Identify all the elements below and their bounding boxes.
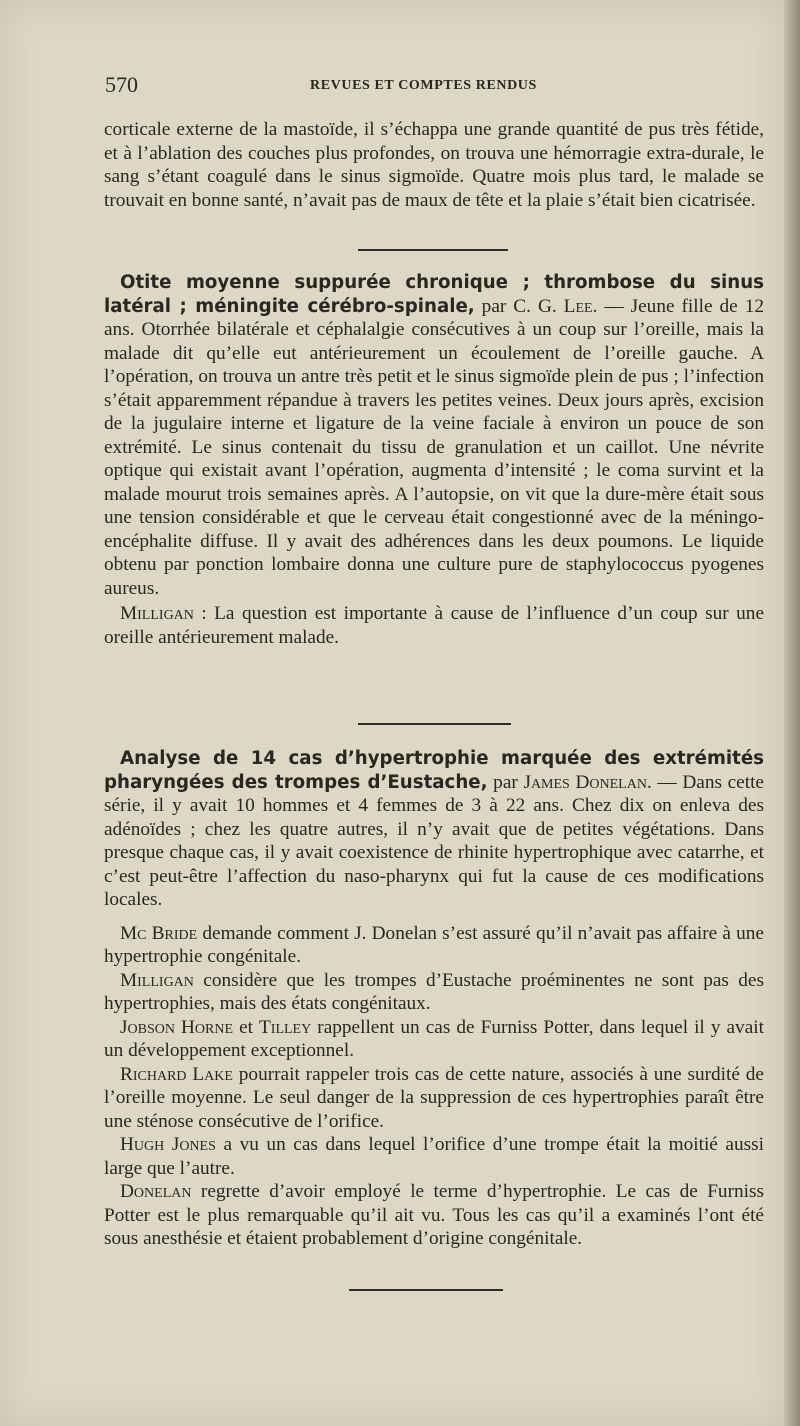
article-1-paragraph xyxy=(104,271,764,600)
article-1-title: Otite moyenne suppurée chronique ; thrombose du sinus latéral ; méningite cérébro-spinale, xyxy=(104,272,764,317)
continuation-text: corticale externe de la mastoïde, il s’échappa une grande quantité de pus très fétide, et à l’ablation des couches plus profondes, on trouva une hémorragie extra-durale, le sang s’étant coagulé dans le sinus sigmoïde. Quatre mois plus tard, le malade se trouvait en bonne santé, n’avait pas de maux de tête et la plaie s’était bien cicatrisée. xyxy=(104,119,764,211)
comment-speaker: Tilley xyxy=(259,1016,312,1038)
comment-joiner: et xyxy=(233,1016,260,1038)
page-number: 570 xyxy=(105,72,138,97)
continuation-paragraph xyxy=(104,118,764,212)
running-title: REVUES ET COMPTES RENDUS xyxy=(310,78,537,93)
comment-speaker: Donelan xyxy=(120,1181,192,1202)
comment-text: regrette d’avoir employé le terme d’hypertrophie. Le cas de Furniss Potter est le plus remarquable qu’il ait vu. Tous les cas qu’il a examinés l’ont été sous anesthésie et étaient probablement d’origine congénitale. xyxy=(104,1181,764,1249)
article-1-body: . — Jeune fille de 12 ans. Otorrhée bilatérale et céphalalgie consécutives à un coup sur l’oreille, mais la malade dit qu’elle eut antérieurement un écoulement de l’oreille gauche. A l’opération, on trouva un antre très petit et le sinus sigmoïde plein de pus ; l’infection s’était apparemment répandue à travers les petites veines. Deux jours après, excision de la jugulaire interne et ligature de la veine faciale à environ un pouce de son extrémité. Le sinus contenait du tissu de granulation et un caillot. Une névrite optique qui existait avant l’opération, augmenta d’intensité ; le coma survint et la malade mourut trois semaines après. A l’autopsie, on vit que la dure-mère était sous une tension considérable et que le cerveau était congestionné avec de la méningo-encéphalite diffuse. Il y avait des adhérences dans les deux poumons. Le liquide obtenu par ponction lombaire donna une culture pure de staphylococcus pyogenes aureus. xyxy=(104,295,764,599)
article-1 xyxy=(104,271,764,649)
comment-speaker: Mc Bride xyxy=(120,922,198,944)
section-divider-1 xyxy=(358,249,508,251)
article-2-body: . — Dans cette série, il y avait 10 hommes et 4 femmes de 3 à 22 ans. Chez dix on enleva des adénoïdes ; chez les quatre autres, il n’y avait que de petites végétations. Dans presque chaque cas, il y avait coexistence de rhinite hypertrophique avec catarrhe, et c’est peut-être l’affection du naso-pharynx qui fut la cause de ces modifications locales. xyxy=(104,771,764,910)
comment-speaker: Milligan xyxy=(120,969,194,991)
article-2-comment xyxy=(104,1180,764,1251)
comment-text: rappellent un cas de Furniss Potter, dans lequel il y avait un développement exceptionnel. xyxy=(104,1016,764,1061)
article-1-by: par C. G. xyxy=(474,295,564,317)
comment-speaker: Richard Lake xyxy=(120,1063,233,1085)
article-2-comment xyxy=(104,969,764,1016)
article-1-author: Lee xyxy=(563,295,593,317)
article-2 xyxy=(104,747,764,1251)
article-2-by: par xyxy=(487,771,524,793)
article-2-comment xyxy=(104,1016,764,1063)
article-2-paragraph xyxy=(104,747,764,912)
article-2-comment xyxy=(104,922,764,969)
page-header xyxy=(105,72,765,98)
section-divider-2 xyxy=(358,723,511,725)
article-2-comment xyxy=(104,1063,764,1134)
article-2-comment xyxy=(104,1133,764,1180)
article-2-author: James Donelan xyxy=(523,771,647,793)
comment-speaker: Jobson Horne xyxy=(120,1016,234,1038)
page-edge-shadow xyxy=(784,0,800,1426)
comment-text: pourrait rappeler trois cas de cette nature, associés à une surdité de l’oreille moyenne. Le seul danger de la suppression de ces hypertrophies paraît être une sténose consécutive de l’orifice. xyxy=(104,1063,764,1132)
article-2-title: Analyse de 14 cas d’hypertrophie marquée des extrémités pharyngées des trompes d’Eustache, xyxy=(104,748,764,793)
article-1-comment xyxy=(104,602,764,649)
comment-text: considère que les trompes d’Eustache proéminentes ne sont pas des hypertrophies, mais des états congénitaux. xyxy=(104,969,764,1014)
comment-text: a vu un cas dans lequel l’orifice d’une trompe était la moitié aussi large que l’autre. xyxy=(104,1134,764,1179)
section-divider-3 xyxy=(349,1289,503,1291)
comment-text: demande comment J. Donelan s’est assuré qu’il n’avait pas affaire à une hypertrophie congénitale. xyxy=(104,922,764,967)
comment-speaker: Milligan xyxy=(120,603,194,624)
comment-speaker: Hugh Jones xyxy=(120,1134,216,1155)
comment-text: : La question est importante à cause de l’influence d’un coup sur une oreille antérieurement malade. xyxy=(104,603,764,648)
